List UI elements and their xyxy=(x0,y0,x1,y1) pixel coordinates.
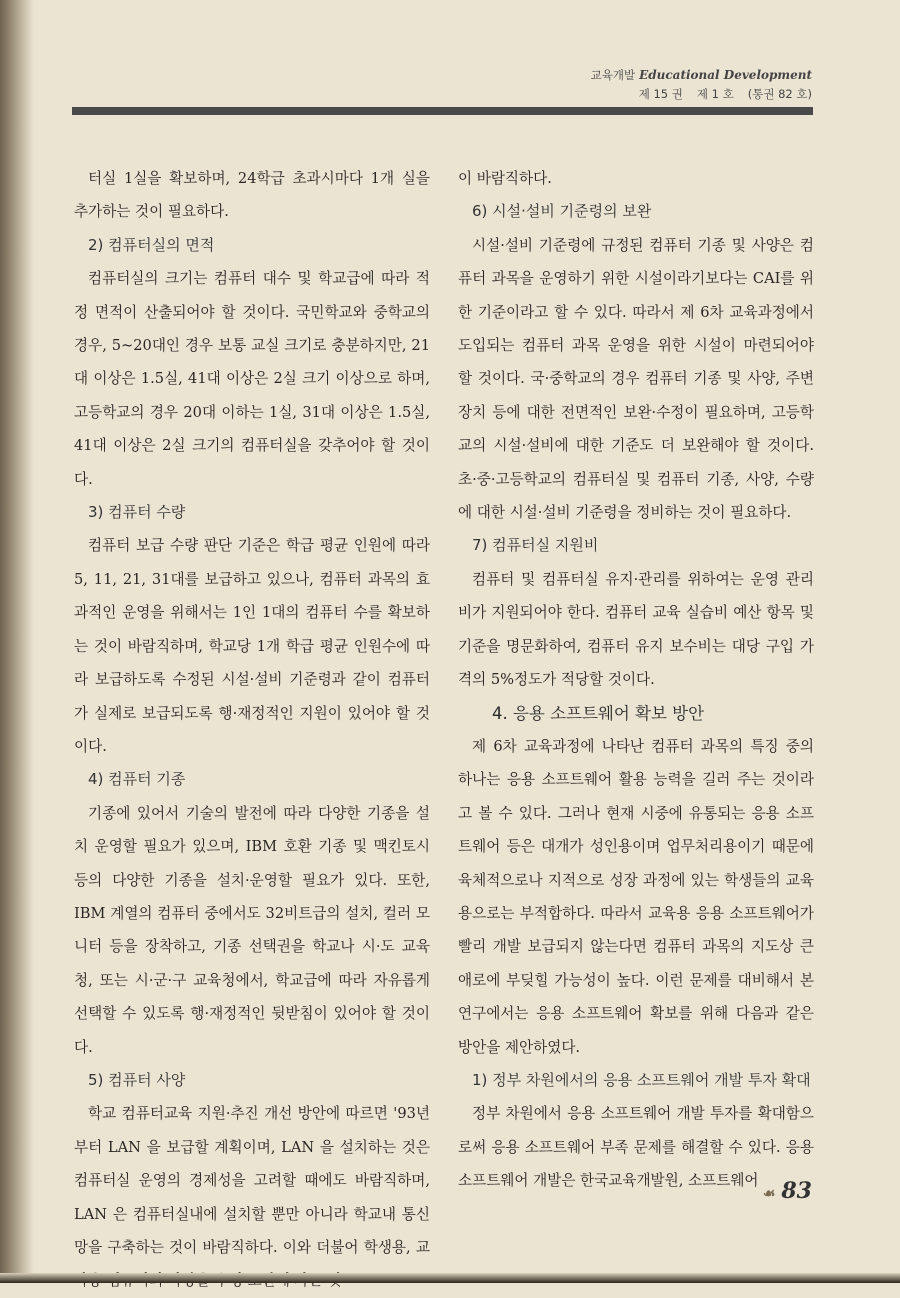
subsection-heading: 4) 컴퓨터 기종 xyxy=(88,770,186,789)
paragraph: 컴퓨터 및 컴퓨터실 유지·관리를 위하여는 운영 관리비가 지원되어야 한다. 컴퓨터 교육 실습비 예산 항목 및 기준을 명문화하여, 컴퓨터 유지 보수비는 대당 구입 가격의 5%정도가 적당할 것이다. xyxy=(458,570,814,689)
paragraph: 정부 차원에서 응용 소프트웨어 개발 투자를 확대함으로써 응용 소프트웨어 부족 문제를 해결할 수 있다. 응용 소프트웨어 개발은 한국교육개발원, 소프트웨어 xyxy=(458,1105,814,1190)
issue-info xyxy=(591,85,812,104)
paragraph-continuation: 이 바람직하다. xyxy=(458,170,552,187)
ornament-icon: ☙ xyxy=(762,1186,776,1202)
paragraph: 기종에 있어서 기술의 발전에 따라 다양한 기종을 설치 운영할 필요가 있으며, IBM 호환 기종 및 맥킨토시 등의 다양한 기종을 설치·운영할 필요가 있다. 또한, IBM 계열의 컴퓨터 중에서도 32비트급의 설치, 컬러 모니터 등을 장착하고, 기종 선택권을 학교나 시·도 교육청, 또는 시·군·구 교육청에서, 학교급에 따라 자유롭게 선택할 수 있도록 행·재정적인 뒷받침이 있어야 할 것이다. xyxy=(74,804,430,1056)
paragraph: 컴퓨터실의 크기는 컴퓨터 대수 및 학교급에 따라 적정 면적이 산출되어야 할 것이다. 국민학교와 중학교의 경우, 5~20대인 경우 보통 교실 크기로 충분하지만, 21대 이상은 1.5실, 41대 이상은 2실 크기 이상으로 하며, 고등학교의 경우 20대 이하는 1실, 31대 이상은 1.5실, 41대 이상은 2실 크기의 컴퓨터실을 갖추어야 할 것이다. xyxy=(74,270,430,488)
subsection-heading: 2) 컴퓨터실의 면적 xyxy=(88,235,215,254)
running-header xyxy=(591,66,812,104)
header-rule xyxy=(72,107,813,115)
section-heading: 4. 응용 소프트웨어 확보 방안 xyxy=(492,703,705,723)
subsection-heading: 3) 컴퓨터 수량 xyxy=(88,503,186,522)
paragraph: 컴퓨터 보급 수량 판단 기준은 학급 평균 인원에 따라 5, 11, 21, 31대를 보급하고 있으나, 컴퓨터 과목의 효과적인 운영을 위해서는 1인 1대의 컴퓨터 수를 확보하는 것이 바람직하며, 학교당 1개 학급 평균 인원수에 따라 보급하도록 수정된 시설·설비 기준령과 같이 컴퓨터가 실제로 보급되도록 행·재정적인 지원이 있어야 할 것이다. xyxy=(74,537,430,755)
serial-number: (통권 82 호) xyxy=(747,87,812,101)
subsection-heading: 7) 컴퓨터실 지원비 xyxy=(472,536,599,555)
issue-number: 제 1 호 xyxy=(696,87,734,101)
binding-shadow xyxy=(0,0,34,1283)
page-number xyxy=(763,1178,812,1204)
journal-title xyxy=(591,66,812,85)
subsection-heading: 5) 컴퓨터 사양 xyxy=(88,1070,186,1089)
paragraph: 터실 1실을 확보하며, 24학급 초과시마다 1개 실을 추가하는 것이 필요하다. xyxy=(74,170,430,221)
right-column xyxy=(458,162,814,1198)
paragraph: 제 6차 교육과정에 나타난 컴퓨터 과목의 특징 중의 하나는 응용 소프트웨어 활용 능력을 길러 주는 것이라고 볼 수 있다. 그러나 현재 시중에 유통되는 응용 소프트웨어 등은 대개가 성인용이며 업무처리용이기 때문에 육체적으로나 지적으로 성장 과정에 있는 학생들의 교육용으로는 부적합하다. 따라서 교육용 응용 소프트웨어가 빨리 개발 보급되지 않는다면 컴퓨터 과목의 지도상 큰 애로에 부딪힐 가능성이 높다. 이런 문제를 대비해서 본 연구에서는 응용 소프트웨어 확보를 위해 다음과 같은 방안을 제안하였다. xyxy=(458,737,814,1056)
page-bottom-edge xyxy=(0,1273,900,1283)
volume: 제 15 권 xyxy=(638,87,683,101)
page-number-value: 83 xyxy=(781,1178,812,1204)
subsection-heading: 1) 정부 차원에서의 응용 소프트웨어 개발 투자 확대 xyxy=(472,1070,811,1089)
subsection-heading: 6) 시설·설비 기준령의 보완 xyxy=(472,202,652,221)
left-column xyxy=(74,162,430,1298)
journal-title-ko: 교육개발 xyxy=(590,68,636,82)
journal-title-en: Educational Development xyxy=(639,68,812,82)
paragraph: 시설·설비 기준령에 규정된 컴퓨터 기종 및 사양은 컴퓨터 과목을 운영하기 위한 시설이라기보다는 CAI를 위한 기준이라고 할 수 있다. 따라서 제 6차 교육과정에서 도입되는 컴퓨터 과목 운영을 위한 시설이 마련되어야 할 것이다. 국·중학교의 경우 컴퓨터 기종 및 사양, 주변 장치 등에 대한 전면적인 보완·수정이 필요하며, 고등학교의 시설·설비에 대한 기준도 더 보완해야 할 것이다. 초·중·고등학교의 컴퓨터실 및 컴퓨터 기종, 사양, 수량에 대한 시설·설비 기준령을 정비하는 것이 필요하다. xyxy=(458,236,814,522)
paragraph: 학교 컴퓨터교육 지원·추진 개선 방안에 따르면 '93년부터 LAN 을 보급할 계획이며, LAN 을 설치하는 것은 컴퓨터실 운영의 경제성을 고려할 때에도 바람직하며, LAN 은 컴퓨터실내에 설치할 뿐만 아니라 학교내 통신망을 구축하는 것이 바람직하다. 이와 더불어 학생용, 교 xyxy=(74,1105,430,1256)
